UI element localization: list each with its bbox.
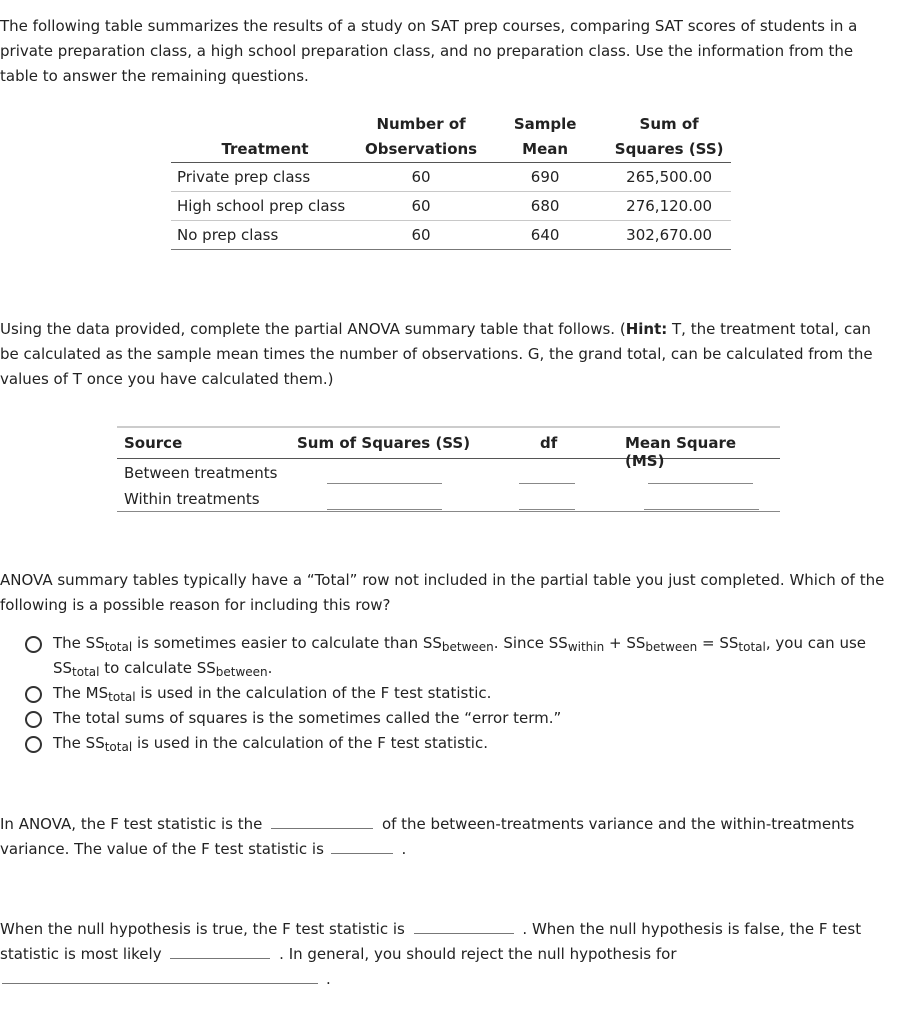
anova-header-source: Source xyxy=(124,434,183,452)
anova-header-df: df xyxy=(540,434,558,452)
col-header-mean: Sample Mean xyxy=(483,112,607,163)
cell-mean: 690 xyxy=(483,163,607,192)
ss-between-input[interactable] xyxy=(327,467,442,484)
sub: total xyxy=(738,640,766,654)
sub: total xyxy=(104,640,133,654)
sub: total xyxy=(104,740,133,754)
t: to calculate SS xyxy=(99,659,216,677)
t: + SS xyxy=(604,634,646,652)
col-header-ss xyxy=(607,112,731,163)
null-line1 xyxy=(0,917,900,942)
cell-treatment: No prep class xyxy=(171,221,359,250)
cell-mean: 640 xyxy=(483,221,607,250)
t: variance. The value of the F test statistic is xyxy=(0,840,324,858)
table-row xyxy=(171,192,731,221)
f-test-line2 xyxy=(0,837,900,862)
anova-source-between: Between treatments xyxy=(124,464,278,482)
obs-header-line2: Observations xyxy=(365,140,478,158)
reject-region-dropdown[interactable] xyxy=(2,967,318,984)
t: , you can use xyxy=(765,634,867,652)
sub: total xyxy=(72,665,100,679)
cell-n: 60 xyxy=(359,221,483,250)
intro-text: The following table summarizes the results of a study on SAT prep courses, comparing SAT scores of students in a private preparation class, a high school preparation class, and no preparation class. Use the information from the table to answer the remaining questions. xyxy=(0,17,858,85)
t: . xyxy=(326,970,331,988)
null-line3 xyxy=(0,967,900,992)
f-test-line1 xyxy=(0,812,900,837)
t: . In general, you should reject the null hypothesis for xyxy=(279,945,677,963)
anova-header-ms: Mean Square (MS) xyxy=(625,434,737,470)
t: is sometimes easier to calculate than SS xyxy=(132,634,442,652)
sub: total xyxy=(108,690,136,704)
sub: between xyxy=(215,665,268,679)
t: . When the null hypothesis is false, the F test xyxy=(522,920,862,938)
cell-ss: 265,500.00 xyxy=(607,163,731,192)
t: SS xyxy=(53,659,73,677)
radio-button[interactable] xyxy=(25,736,42,753)
sub: within xyxy=(567,640,605,654)
option-text xyxy=(53,681,491,707)
f-when-false-dropdown[interactable] xyxy=(170,942,270,959)
radio-button[interactable] xyxy=(25,636,42,653)
anova-instructions xyxy=(0,317,890,392)
t: is used in the calculation of the F test statistic. xyxy=(132,734,488,752)
anova-summary-table xyxy=(117,426,780,512)
ss-header-line1: Sum of xyxy=(639,115,699,133)
cell-mean: 680 xyxy=(483,192,607,221)
t: The SS xyxy=(53,734,105,752)
t: In ANOVA, the F test statistic is the xyxy=(0,815,263,833)
cell-treatment: High school prep class xyxy=(171,192,359,221)
anova-row-between xyxy=(117,459,780,485)
null-line2 xyxy=(0,942,900,967)
table-header-row xyxy=(171,112,731,163)
cell-n: 60 xyxy=(359,192,483,221)
col-header-observations xyxy=(359,112,483,163)
t: statistic is most likely xyxy=(0,945,162,963)
df-between-input[interactable] xyxy=(519,467,575,484)
sub: between xyxy=(645,640,698,654)
sub: between xyxy=(441,640,494,654)
cell-treatment: Private prep class xyxy=(171,163,359,192)
t: is used in the calculation of the F test statistic. xyxy=(135,684,492,702)
t: When the null hypothesis is true, the F test statistic is xyxy=(0,920,405,938)
table-row xyxy=(171,221,731,250)
f-when-true-dropdown[interactable] xyxy=(414,917,514,934)
option-text-line1 xyxy=(53,631,866,657)
cell-ss: 276,120.00 xyxy=(607,192,731,221)
radio-button[interactable] xyxy=(25,686,42,703)
anova-header-ss: Sum of Squares (SS) xyxy=(297,434,471,452)
f-test-question xyxy=(0,812,900,862)
hint-label: Hint: xyxy=(625,320,668,338)
ss-header-line2: Squares (SS) xyxy=(614,140,724,158)
anova-row-within xyxy=(117,485,780,512)
total-row-question: ANOVA summary tables typically have a “Total” row not included in the partial table you just completed. Which of the following is a possible reason for including this row? xyxy=(0,571,885,614)
ms-within-input[interactable] xyxy=(644,493,759,510)
df-within-input[interactable] xyxy=(519,493,575,510)
t: The MS xyxy=(53,684,109,702)
radio-button[interactable] xyxy=(25,711,42,728)
f-value-input[interactable] xyxy=(331,837,393,854)
option-text: The total sums of squares is the sometimes called the “error term.” xyxy=(53,709,562,727)
anova-header-row xyxy=(117,426,780,470)
anova-source-within: Within treatments xyxy=(124,490,260,508)
cell-ss: 302,670.00 xyxy=(607,221,731,250)
null-hypothesis-question xyxy=(0,917,900,992)
obs-header-line1: Number of xyxy=(376,115,466,133)
instructions-part1: Using the data provided, complete the partial ANOVA summary table that follows. ( xyxy=(0,320,626,338)
t: of the between-treatments variance and the within-treatments xyxy=(381,815,855,833)
cell-n: 60 xyxy=(359,163,483,192)
t: . xyxy=(401,840,407,858)
t: The SS xyxy=(53,634,105,652)
t: . xyxy=(267,659,273,677)
col-header-treatment: Treatment xyxy=(171,112,359,163)
ms-between-input[interactable] xyxy=(648,467,753,484)
option-text xyxy=(53,731,488,757)
f-ratio-dropdown[interactable] xyxy=(271,812,373,829)
instructions-part2: T, the treatment total, can be calculated as the sample mean times the number of observations. G, the grand total, can be calculated from the values of T once you have calculated them.) xyxy=(0,320,873,388)
option-text-line2 xyxy=(53,656,272,682)
t: . Since SS xyxy=(493,634,568,652)
table-row xyxy=(171,163,731,192)
study-data-table xyxy=(171,112,731,250)
t: = SS xyxy=(697,634,739,652)
ss-within-input[interactable] xyxy=(327,493,442,510)
